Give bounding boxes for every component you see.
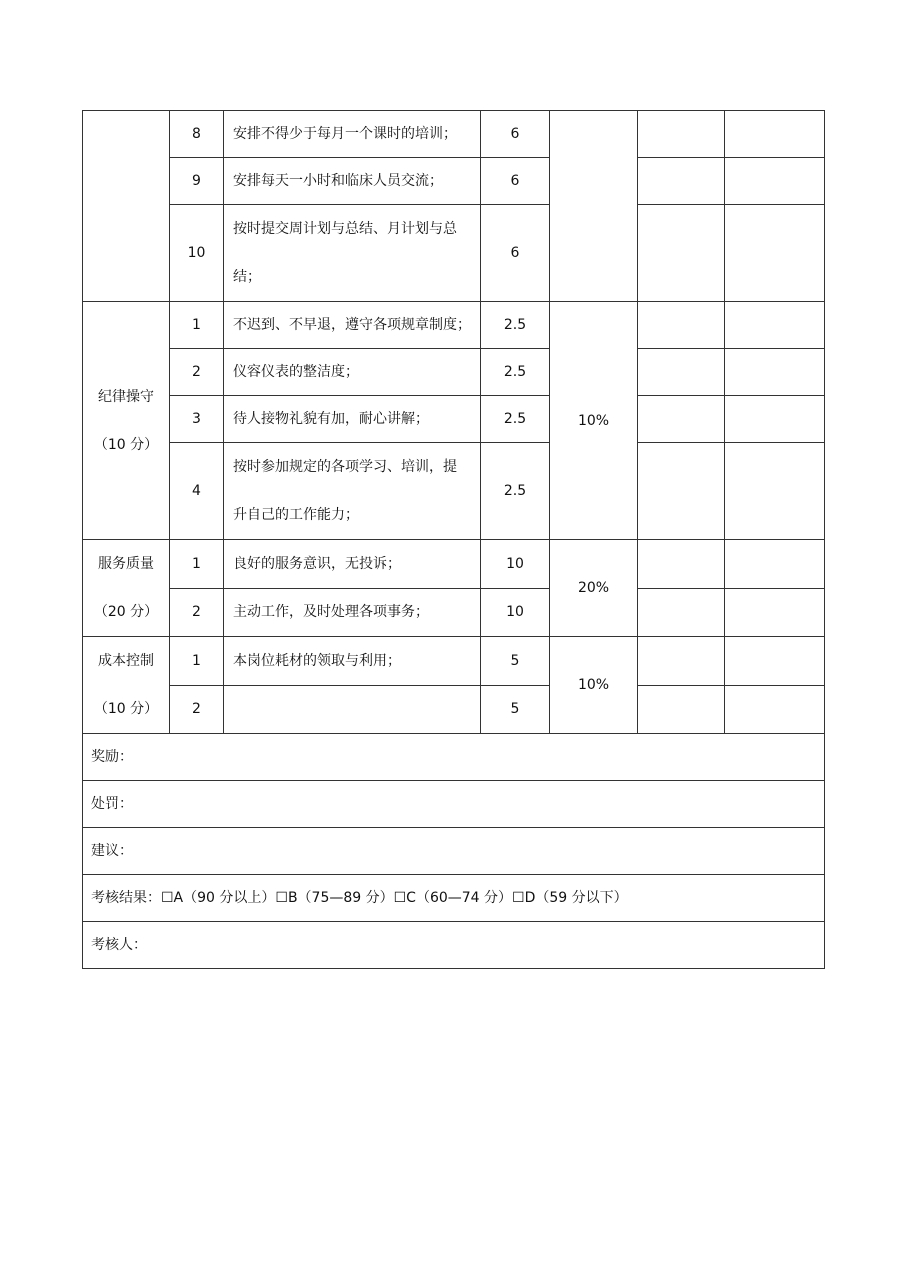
table-row xyxy=(83,302,825,349)
category-weight: 20% xyxy=(550,540,638,637)
table-row xyxy=(83,443,825,540)
table-row xyxy=(83,540,825,589)
category-weight: 10% xyxy=(550,637,638,734)
item-description: 仪容仪表的整洁度； xyxy=(224,349,481,396)
table-row xyxy=(83,734,825,781)
item-score: 6 xyxy=(481,158,550,205)
self-score-cell[interactable] xyxy=(638,158,725,205)
assessor-score-cell[interactable] xyxy=(725,111,825,158)
category-name: 纪律操守 xyxy=(98,388,154,405)
self-score-cell[interactable] xyxy=(638,443,725,540)
self-score-cell[interactable] xyxy=(638,588,725,637)
item-number: 1 xyxy=(170,302,224,349)
table-row xyxy=(83,588,825,637)
assessor-score-cell[interactable] xyxy=(725,396,825,443)
assessor-score-cell[interactable] xyxy=(725,349,825,396)
category-name: 服务质量 xyxy=(98,556,154,572)
item-score: 2.5 xyxy=(481,302,550,349)
suggestion-field[interactable]: 建议： xyxy=(83,828,825,875)
item-score: 5 xyxy=(481,685,550,734)
item-description: 主动工作，及时处理各项事务； xyxy=(224,588,481,637)
item-score: 6 xyxy=(481,111,550,158)
item-number: 4 xyxy=(170,443,224,540)
item-number: 1 xyxy=(170,637,224,686)
self-score-cell[interactable] xyxy=(638,302,725,349)
table-row xyxy=(83,396,825,443)
reward-field[interactable]: 奖励： xyxy=(83,734,825,781)
assessor-score-cell[interactable] xyxy=(725,588,825,637)
table-row xyxy=(83,828,825,875)
assessment-result-field[interactable]: 考核结果：☐A（90 分以上）☐B（75—89 分）☐C（60—74 分）☐D（59 分以下） xyxy=(83,875,825,922)
item-description xyxy=(224,205,481,302)
item-score: 5 xyxy=(481,637,550,686)
category-points: （10 分） xyxy=(93,701,159,717)
category-cost xyxy=(83,637,170,734)
self-score-cell[interactable] xyxy=(638,685,725,734)
table-row xyxy=(83,349,825,396)
category-discipline xyxy=(83,302,170,540)
self-score-cell[interactable] xyxy=(638,637,725,686)
item-description: 待人接物礼貌有加，耐心讲解； xyxy=(224,396,481,443)
assessor-score-cell[interactable] xyxy=(725,443,825,540)
item-description-line: 按时参加规定的各项学习、培训，提 xyxy=(233,459,457,475)
item-description xyxy=(224,443,481,540)
item-score: 2.5 xyxy=(481,349,550,396)
table-row xyxy=(83,875,825,922)
item-score: 10 xyxy=(481,540,550,589)
item-number: 9 xyxy=(170,158,224,205)
category-points: （10 分） xyxy=(93,436,159,453)
self-score-cell[interactable] xyxy=(638,396,725,443)
assessor-score-cell[interactable] xyxy=(725,205,825,302)
item-description-line: 结； xyxy=(233,269,261,285)
assessor-score-cell[interactable] xyxy=(725,302,825,349)
self-score-cell[interactable] xyxy=(638,540,725,589)
item-number: 1 xyxy=(170,540,224,589)
self-score-cell[interactable] xyxy=(638,349,725,396)
item-description: 良好的服务意识，无投诉； xyxy=(224,540,481,589)
table-row xyxy=(83,781,825,828)
item-description: 安排每天一小时和临床人员交流； xyxy=(224,158,481,205)
item-number: 2 xyxy=(170,685,224,734)
table-row xyxy=(83,637,825,686)
item-description: 不迟到、不早退，遵守各项规章制度； xyxy=(224,302,481,349)
self-score-cell[interactable] xyxy=(638,205,725,302)
category-cell-empty xyxy=(83,111,170,302)
category-weight: 10% xyxy=(550,302,638,540)
self-score-cell[interactable] xyxy=(638,111,725,158)
assessor-score-cell[interactable] xyxy=(725,540,825,589)
penalty-field[interactable]: 处罚： xyxy=(83,781,825,828)
item-description-line: 按时提交周计划与总结、月计划与总 xyxy=(233,221,457,237)
assessor-score-cell[interactable] xyxy=(725,637,825,686)
item-number: 2 xyxy=(170,349,224,396)
item-number: 2 xyxy=(170,588,224,637)
category-points: （20 分） xyxy=(93,604,159,620)
item-score: 6 xyxy=(481,205,550,302)
category-name: 成本控制 xyxy=(98,653,154,669)
table-row xyxy=(83,922,825,969)
item-score: 2.5 xyxy=(481,396,550,443)
weight-cell-empty xyxy=(550,111,638,302)
item-number: 10 xyxy=(170,205,224,302)
item-score: 10 xyxy=(481,588,550,637)
item-number: 3 xyxy=(170,396,224,443)
item-description: 安排不得少于每月一个课时的培训； xyxy=(224,111,481,158)
assessment-table xyxy=(82,110,825,969)
assessor-field[interactable]: 考核人： xyxy=(83,922,825,969)
table-row xyxy=(83,158,825,205)
category-service xyxy=(83,540,170,637)
item-description[interactable] xyxy=(224,685,481,734)
item-number: 8 xyxy=(170,111,224,158)
item-score: 2.5 xyxy=(481,443,550,540)
item-description: 本岗位耗材的领取与利用； xyxy=(224,637,481,686)
table-row xyxy=(83,685,825,734)
item-description-line: 升自己的工作能力； xyxy=(233,507,359,523)
table-row xyxy=(83,111,825,158)
assessor-score-cell[interactable] xyxy=(725,685,825,734)
table-row xyxy=(83,205,825,302)
assessor-score-cell[interactable] xyxy=(725,158,825,205)
